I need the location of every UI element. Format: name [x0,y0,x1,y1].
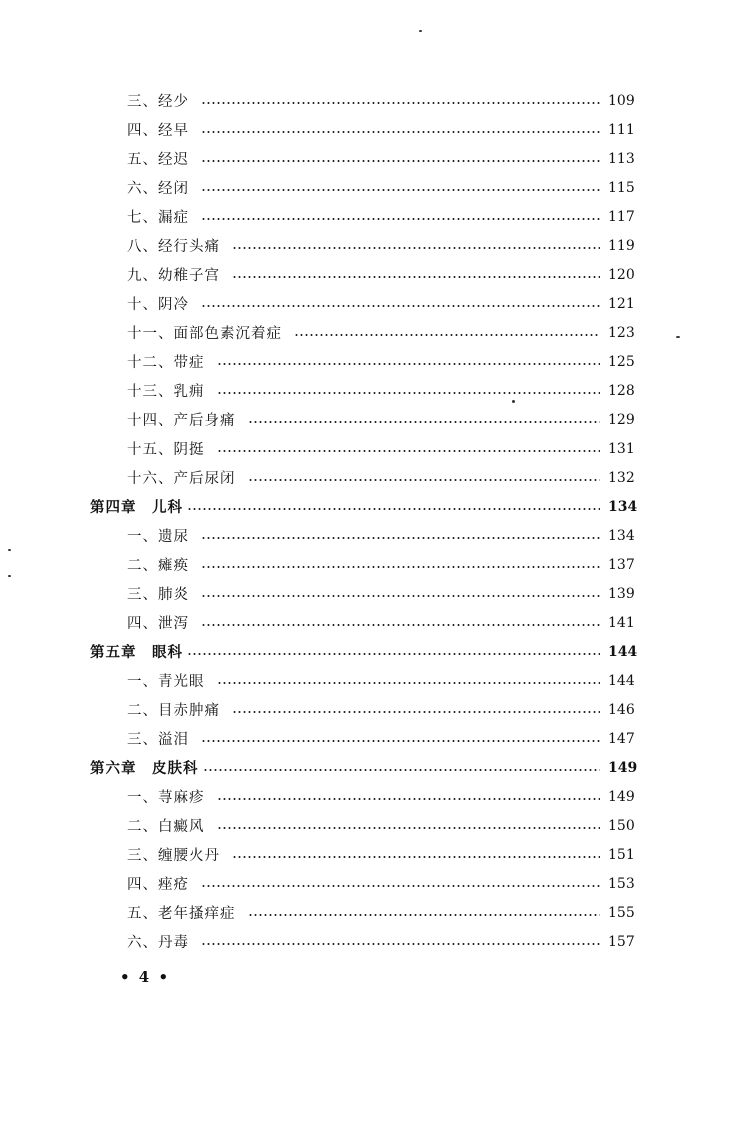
scan-speck [512,400,515,403]
toc-entry-row [0,927,737,956]
dot-leader [187,653,600,655]
dot-leader [201,537,600,539]
toc-page-number: 120 [608,266,635,283]
toc-entry-row [0,666,737,695]
dot-leader [201,218,600,220]
toc-page-number: 155 [608,904,635,921]
dot-leader [217,682,601,684]
toc-page-number: 141 [608,614,635,631]
toc-title: 五、经迟 [127,152,189,168]
toc-page-number: 139 [608,585,635,602]
dot-leader [201,131,600,133]
toc-title: 第五章 眼科 [90,644,183,661]
toc-page-number: 153 [608,875,635,892]
toc-entry-row [0,724,737,753]
toc-title: 四、经早 [127,123,189,139]
toc-entry-row [0,869,737,898]
toc-title: 七、漏症 [127,210,189,226]
toc-title: 第四章 儿科 [90,499,183,516]
toc-entry-row [0,811,737,840]
toc-entry-row [0,231,737,260]
toc-entry-row [0,173,737,202]
toc-chapter-row [0,637,737,666]
toc-entry-row [0,550,737,579]
toc-page-number: 137 [608,556,635,573]
toc-page-number: 150 [608,817,635,834]
toc-title: 三、肺炎 [127,587,189,603]
toc-entry-row [0,260,737,289]
toc-entry-row [0,115,737,144]
toc-entry-row [0,840,737,869]
toc-title: 八、经行头痛 [127,239,220,255]
toc-title: 十四、产后身痛 [127,413,236,429]
dot-leader [248,479,601,481]
toc-page-number: 144 [608,643,638,660]
dot-leader [232,276,600,278]
dot-leader [217,798,601,800]
toc-entry-row [0,318,737,347]
dot-leader [201,566,600,568]
toc-page-number: 125 [608,353,635,370]
toc-entry-row [0,608,737,637]
toc-entry-row [0,144,737,173]
dot-leader [203,769,601,771]
toc-entry-row [0,463,737,492]
toc-page-number: 151 [608,846,635,863]
dot-leader [217,827,601,829]
dot-leader [294,334,600,336]
toc-page-number: 149 [608,788,635,805]
toc-page-number: 134 [608,527,635,544]
dot-leader [201,595,600,597]
scan-speck [676,336,680,338]
toc-page-number: 131 [608,440,635,457]
dot-leader [232,711,600,713]
toc-title: 四、泄泻 [127,616,189,632]
toc-page-number: 113 [608,150,635,167]
toc-entry-row [0,202,737,231]
toc-title: 一、遗尿 [127,529,189,545]
toc-title: 二、瘫痪 [127,558,189,574]
table-of-contents [0,86,737,956]
toc-page-number: 128 [608,382,635,399]
toc-entry-row [0,695,737,724]
dot-leader [201,160,600,162]
toc-title: 十五、阴挺 [127,442,205,458]
toc-title: 十六、产后尿闭 [127,471,236,487]
toc-page-number: 149 [608,759,638,776]
dot-leader [248,421,601,423]
toc-title: 三、经少 [127,94,189,110]
dot-leader [201,885,600,887]
dot-leader [217,363,601,365]
toc-title: 六、经闭 [127,181,189,197]
dot-leader [201,740,600,742]
toc-page-number: 117 [608,208,635,225]
toc-entry-row [0,521,737,550]
scan-speck [8,575,11,577]
toc-chapter-row [0,492,737,521]
toc-title: 九、幼稚子宫 [127,268,220,284]
toc-entry-row [0,434,737,463]
dot-leader [201,102,600,104]
toc-title: 十、阴冷 [127,297,189,313]
toc-title: 十二、带症 [127,355,205,371]
toc-chapter-row [0,753,737,782]
dot-leader [248,914,601,916]
dot-leader [201,305,600,307]
dot-leader [217,392,601,394]
dot-leader [201,943,600,945]
dot-leader [201,624,600,626]
toc-page-number: 111 [608,121,635,138]
toc-title: 十三、乳痈 [127,384,205,400]
toc-entry-row [0,289,737,318]
toc-entry-row [0,376,737,405]
toc-page-number: 134 [608,498,638,515]
toc-page-number: 109 [608,92,635,109]
toc-page-number: 146 [608,701,635,718]
toc-entry-row [0,782,737,811]
toc-entry-row [0,898,737,927]
toc-entry-row [0,347,737,376]
toc-title: 十一、面部色素沉着症 [127,326,282,342]
toc-page-number: 132 [608,469,635,486]
toc-title: 六、丹毒 [127,935,189,951]
toc-entry-row [0,405,737,434]
scan-speck [8,549,11,551]
toc-page-number: 115 [608,179,635,196]
toc-entry-row [0,579,737,608]
scan-speck [419,30,422,32]
toc-title: 一、荨麻疹 [127,790,205,806]
toc-page-number: 129 [608,411,635,428]
toc-page-number: 123 [608,324,635,341]
toc-title: 第六章 皮肤科 [90,760,199,777]
toc-page-number: 119 [608,237,635,254]
dot-leader [201,189,600,191]
dot-leader [217,450,601,452]
toc-title: 一、青光眼 [127,674,205,690]
toc-title: 四、痤疮 [127,877,189,893]
toc-page-number: 157 [608,933,635,950]
dot-leader [232,247,600,249]
toc-page-number: 121 [608,295,635,312]
toc-entry-row [0,86,737,115]
toc-title: 三、溢泪 [127,732,189,748]
toc-page-number: 147 [608,730,635,747]
toc-title: 五、老年搔痒症 [127,906,236,922]
toc-title: 二、白癜风 [127,819,205,835]
toc-page-number: 144 [608,672,635,689]
toc-title: 二、目赤肿痛 [127,703,220,719]
toc-title: 三、缠腰火丹 [127,848,220,864]
dot-leader [232,856,600,858]
page-number: • 4 • [120,968,171,986]
dot-leader [187,508,600,510]
